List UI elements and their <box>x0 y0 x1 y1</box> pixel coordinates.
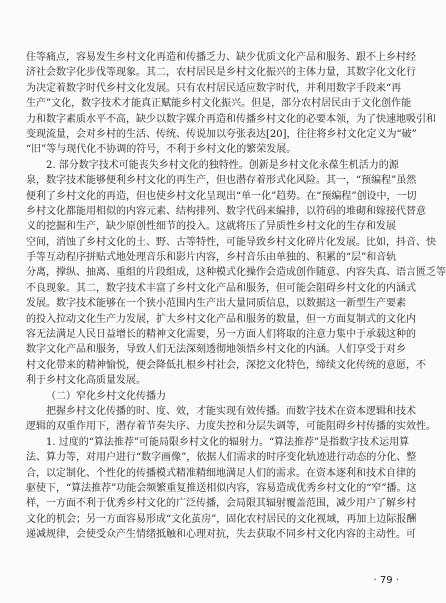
text-line: 文化的机会；另一方面容易形成“文化茧房”，固化农村居民的文化视域，再加上边际报酬 <box>26 513 417 525</box>
page-number: · 79 · <box>373 575 399 586</box>
text-line: 村文化带来的精神愉悦，便会降低扎根乡村社会，深挖文化特色，缔续文化传统的意愿，不 <box>26 359 426 371</box>
text-line: 发展。数字技术能够在一个狭小范围内生产出大量同质信息，以数据这一新型生产要素 <box>26 298 406 310</box>
text-line: 容无法满足人民日益增长的精神文化需要，另一方面人们将取的注意力集中于承载这种的 <box>26 329 416 341</box>
text-line: 数字文化产品和服务，导致人们无法深刻透彻地领悟乡村文化的内涵。人们享受于对乡 <box>26 344 406 356</box>
text-line: 利于乡村文化高质量发展。 <box>26 375 146 387</box>
text-line: 乡村文化都能用相似的内容元素、结构排列、数字代码来编排，以符码的堆砌和嫁接代替意 <box>26 205 426 217</box>
text-line: 2. 部分数字技术可能丧失乡村文化的独特性。创新是乡村文化永葆生机活力的源 <box>46 159 399 171</box>
text-line: 空间，消蚀了乡村文化的土、野、古等特性，可能导致乡村文化碎片化发展。比如，抖音、快 <box>26 236 436 248</box>
text-line: 变现流量，会对乡村的生活、传统、传说加以夸张表达[20]，往往将乡村文化定义为“破” <box>26 128 417 140</box>
text-line: 济社会数字化步伐等现象。其二，农村居民是乡村文化振兴的主体力量，其数字化文化行 <box>26 67 416 79</box>
text-line: 分离，撑纵、抽离、重组的片段组成，这种模式化操作会造成创作随意、内容失真、语言匮乏等 <box>26 267 446 279</box>
text-line: 便利了乡村文化的再造，但也使乡村文化呈现出“单一化”趋势。在“预编程”创设中，一切 <box>26 190 417 202</box>
text-line: 泉，数字技术能够便利乡村文化的再生产，但也潜存着形式化风险。其一，“预编程”虽然 <box>26 175 417 187</box>
text-line: 的投入拉动文化生产力发展，扩大乡村文化产品和服务的数量，但一方面复制式的文化内 <box>26 313 416 325</box>
text-line: 递减规律，会使受众产生情绪抵触和心理对抗，失去获取不同乡村文化内容的主动性。可 <box>26 529 416 541</box>
text-line: 法、算力等，对用户进行“数字画像”，依据人们需求的时序变化轨迹进行动态的分化、整 <box>26 452 417 464</box>
section-heading: （二）窄化乡村文化传播力 <box>46 390 166 402</box>
text-line: 生产”文化，数字技术才能真正赋能乡村文化振兴。但是，部分农村居民由于文化创作能 <box>26 98 412 110</box>
text-line: 力和数字素质水平不高，缺少以数字媒介再造和传播乡村文化的必要本领，为了快速地吸引和 <box>26 113 436 125</box>
document-body <box>26 50 446 543</box>
text-line: 为决定着数字时代乡村文化发展。只有农村居民适应数字时代，并利用数字手段来“再 <box>26 82 402 94</box>
text-line: 住等痛点，容易发生乡村文化再造和传播乏力、缺少优质文化产品和服务、跟不上乡村经 <box>26 52 416 63</box>
text-line: 把握乡村文化传播的时、度、效，才能实现有效传播。而数字技术在资本逻辑和技术 <box>46 405 416 417</box>
text-line: 逻辑的双重作用下，潜存着节奏失序、力度失控和分层失调等，可能阻碍乡村传播的实效性。 <box>26 421 436 433</box>
text-line: 不良现象。其二，数字技术丰富了乡村文化产品和服务，但可能会阻碍乡村文化的内涵式 <box>26 282 416 294</box>
text-line: 合，以定制化、个性化的传播模式精准精细地满足人们的需求。在资本逐利和技术自律的 <box>26 467 416 479</box>
text-line: 手等互动程序拼贴式地处理音乐和影片内容，乡村音乐由单独的、积累的“层”和音轨 <box>26 252 397 264</box>
text-line: 义的挖掘和生产，缺少原创性细节的投入。这就将压了异质性乡村文化的生存和发展 <box>26 221 396 233</box>
text-line: “旧”等与现代化不协调的符号，不利于乡村文化的繁荣发展。 <box>26 144 297 156</box>
text-line: 样，一方面不利于优秀乡村文化的广泛传播，会局限其辐射覆盖范围，减少用户了解乡村 <box>26 498 416 510</box>
text-line: 1. 过度的“算法推荐”可能局限乡村文化的辐射力。“算法推荐”是指数字技术运用算 <box>46 436 410 448</box>
text-line: 驱使下，“算法推荐”功能会频繁重复推送相似内容，容易造成优秀乡村文化的“窄”播。这 <box>26 482 417 494</box>
